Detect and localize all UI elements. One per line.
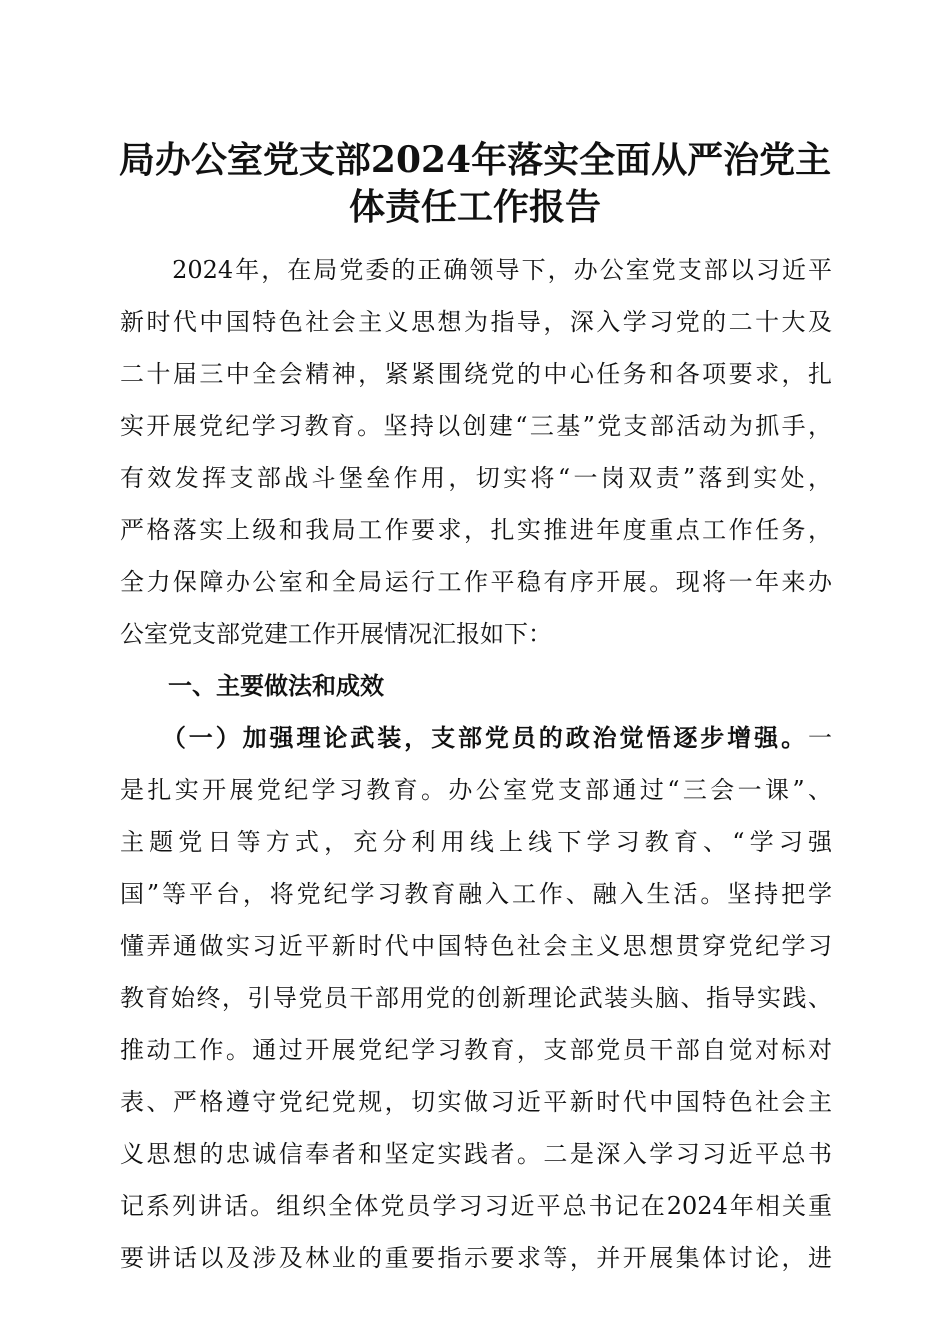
intro-line-1: 2024年，在局党委的正确领导下，办公室党支部以习近平	[120, 256, 832, 284]
intro-line-5: 有效发挥支部战斗堡垒作用，切实将“一岗双责”落到实处，	[120, 464, 832, 492]
document-title-line-1: 局办公室党支部2024年落实全面从严治党主	[118, 139, 832, 181]
body-line-7: 表、严格遵守党纪党规，切实做习近平新时代中国特色社会主	[120, 1088, 832, 1116]
body-line-6: 推动工作。通过开展党纪学习教育，支部党员干部自觉对标对	[120, 1036, 832, 1064]
body-line-8: 义思想的忠诚信奉者和坚定实践者。二是深入学习习近平总书	[120, 1140, 832, 1168]
body-line-4: 懂弄通做实习近平新时代中国特色社会主义思想贯穿党纪学习	[120, 932, 832, 960]
section-heading: 一、主要做法和成效	[120, 672, 384, 700]
body-line-5: 教育始终，引导党员干部用党的创新理论武装头脑、指导实践、	[120, 984, 832, 1012]
intro-line-6: 严格落实上级和我局工作要求，扎实推进年度重点工作任务，	[120, 516, 832, 544]
body-line-10: 要讲话以及涉及林业的重要指示要求等，并开展集体讨论，进	[120, 1244, 832, 1272]
body-line-3: 国”等平台，将党纪学习教育融入工作、融入生活。坚持把学	[120, 880, 832, 908]
intro-line-3: 二十届三中全会精神，紧紧围绕党的中心任务和各项要求，扎	[120, 360, 832, 388]
body-line-1: 是扎实开展党纪学习教育。办公室党支部通过“三会一课”、	[120, 776, 832, 804]
intro-line-8: 公室党支部党建工作开展情况汇报如下：	[120, 620, 552, 648]
intro-line-4: 实开展党纪学习教育。坚持以创建“三基”党支部活动为抓手，	[120, 412, 832, 440]
subsection-lead-line	[120, 723, 832, 753]
subsection-lead-tail: 一	[808, 724, 832, 752]
body-line-9: 记系列讲话。组织全体党员学习习近平总书记在2024年相关重	[120, 1192, 832, 1220]
intro-line-7: 全力保障办公室和全局运行工作平稳有序开展。现将一年来办	[120, 568, 832, 596]
document-title-line-2: 体责任工作报告	[348, 186, 601, 228]
body-line-2: 主题党日等方式，充分利用线上线下学习教育、“学习强	[120, 828, 832, 856]
subsection-title: （一）加强理论武装，支部党员的政治觉悟逐步增强。	[120, 723, 808, 752]
intro-line-2: 新时代中国特色社会主义思想为指导，深入学习党的二十大及	[120, 308, 832, 336]
